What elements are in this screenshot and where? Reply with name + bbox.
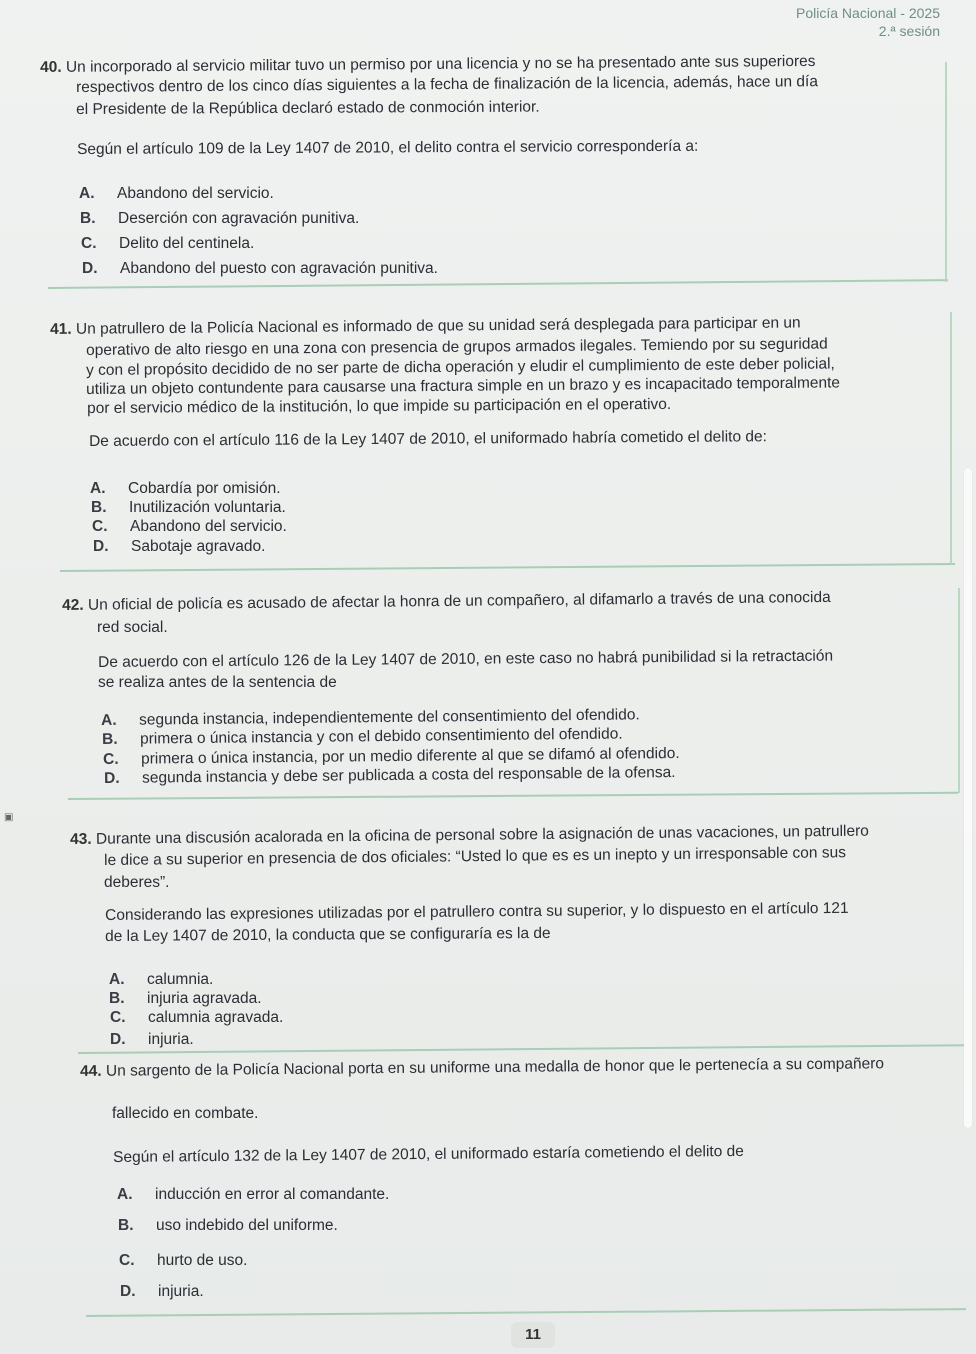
stem-line: operativo de alto riesgo en una zona con presencia de grupos armados ilegales. Temiendo por su seguridad [86, 335, 828, 359]
option-text: Cobardía por omisión. [128, 480, 281, 497]
option-d[interactable] [110, 1030, 194, 1049]
option-text: hurto de uso. [157, 1252, 248, 1269]
option-text: uso indebido del uniforme. [156, 1217, 338, 1234]
option-letter: C. [103, 750, 119, 768]
option-letter: C. [119, 1252, 135, 1269]
option-d[interactable] [93, 537, 265, 556]
stem-line: Durante una discusión acalorada en la oficina de personal sobre la asignación de unas vacaciones, un patrullero [95, 822, 869, 848]
side-mark-icon: ▣ [4, 812, 14, 823]
option-letter: B. [102, 730, 118, 748]
option-letter: B. [109, 990, 125, 1007]
option-text: Deserción con agravación punitiva. [118, 210, 360, 227]
option-letter: A. [109, 971, 125, 988]
question-lead: se realiza antes de la sentencia de [98, 674, 337, 691]
option-letter: A. [79, 185, 95, 202]
option-c[interactable] [92, 517, 287, 536]
option-text: Sabotaje agravado. [131, 538, 266, 555]
option-letter: B. [80, 210, 96, 227]
stem-line: fallecido en combate. [112, 1105, 259, 1122]
option-b[interactable] [109, 989, 262, 1008]
question-number: 43. [70, 830, 92, 848]
option-letter: B. [91, 499, 107, 516]
question-border [950, 312, 952, 564]
stem-line: Un patrullero de la Policía Nacional es informado de que su unidad será desplegada para participar en un [75, 314, 801, 338]
option-letter: B. [118, 1217, 134, 1234]
scrollbar[interactable] [964, 468, 972, 1128]
option-c[interactable] [119, 1251, 247, 1270]
option-text: segunda instancia, independientemente del consentimiento del ofendido. [139, 706, 640, 729]
stem-line: Un oficial de policía es acusado de afectar la honra de un compañero, al difamarlo a través de una conocida [87, 588, 831, 614]
option-letter: C. [110, 1009, 126, 1026]
option-text: Abandono del servicio. [117, 185, 274, 202]
option-text: injuria. [148, 1031, 194, 1048]
option-letter: D. [110, 1031, 126, 1048]
option-letter: D. [104, 769, 120, 787]
question-lead: de la Ley 1407 de 2010, la conducta que se configuraría es la de [105, 924, 551, 945]
option-b[interactable] [91, 498, 286, 517]
option-text: Abandono del puesto con agravación punitiva. [120, 260, 438, 277]
option-a[interactable] [79, 184, 274, 203]
question-divider [68, 792, 958, 800]
option-a[interactable] [109, 970, 213, 989]
option-letter: D. [82, 260, 98, 277]
question-lead: Considerando las expresiones utilizadas por el patrullero contra su superior, y lo dispuesto en el artículo 121 [105, 899, 849, 924]
page-number: 11 [511, 1322, 555, 1348]
option-text: calumnia agravada. [148, 1009, 284, 1026]
option-d[interactable] [82, 259, 438, 278]
stem-line: red social. [97, 619, 168, 636]
option-text: calumnia. [147, 971, 214, 988]
stem-line: deberes”. [104, 874, 170, 891]
stem-line: respectivos dentro de los cinco días siguientes a la fecha de finalización de la licencia, además, hace un día [76, 73, 818, 96]
question-number: 42. [62, 596, 84, 614]
question-divider [48, 279, 948, 289]
option-text: Inutilización voluntaria. [129, 499, 286, 516]
question-number: 40. [40, 58, 62, 76]
option-text: segunda instancia y debe ser publicada a costa del responsable de la ofensa. [142, 764, 676, 787]
question-divider [60, 563, 955, 572]
question-divider [86, 1308, 966, 1317]
option-c[interactable] [110, 1008, 283, 1027]
option-letter: A. [101, 711, 117, 729]
question-lead: De acuerdo con el artículo 126 de la Ley 1407 de 2010, en este caso no habrá punibilidad si la retractación [98, 647, 834, 671]
option-text: primera o única instancia y con el debido consentimiento del ofendido. [140, 725, 623, 748]
option-letter: C. [81, 235, 97, 252]
header-title: Policía Nacional - 2025 [796, 5, 940, 21]
question-border [945, 62, 947, 282]
header-session: 2.ª sesión [878, 23, 940, 39]
option-a[interactable] [90, 479, 281, 498]
question-stem [62, 588, 831, 615]
question-number: 41. [50, 320, 72, 338]
option-d[interactable] [120, 1282, 204, 1301]
option-letter: A. [117, 1186, 133, 1203]
option-letter: D. [93, 538, 109, 555]
question-divider [78, 1044, 968, 1054]
question-stem [80, 1054, 884, 1081]
option-text: Abandono del servicio. [130, 518, 287, 535]
option-text: inducción en error al comandante. [155, 1186, 390, 1203]
stem-line: el Presidente de la República declaró estado de conmoción interior. [76, 98, 540, 118]
stem-line: por el servicio médico de la institución, lo que impide su participación en el operativo. [87, 395, 672, 417]
question-lead: Según el artículo 132 de la Ley 1407 de 2010, el uniformado estaría cometiendo el delito de [113, 1142, 744, 1166]
option-text: injuria. [158, 1283, 204, 1300]
stem-line: Un sargento de la Policía Nacional porta en su uniforme una medalla de honor que le pertenecía a su compañero [105, 1055, 885, 1080]
option-text: injuria agravada. [147, 990, 262, 1007]
stem-line: Un incorporado al servicio militar tuvo un permiso por una licencia y no se ha presentado ante sus superiores [65, 52, 816, 76]
option-c[interactable] [81, 234, 254, 253]
stem-line: utiliza un objeto contundente para causarse una fractura simple en un brazo y es incapacitado temporalmente [86, 374, 841, 398]
option-b[interactable] [80, 209, 359, 228]
option-letter: D. [120, 1283, 136, 1300]
option-text: primera o única instancia, por un medio diferente al que se difamó al ofendido. [141, 744, 680, 768]
question-lead: Según el artículo 109 de la Ley 1407 de 2010, el delito contra el servicio correspondería a: [77, 137, 699, 158]
option-letter: A. [90, 480, 106, 497]
option-b[interactable] [118, 1216, 338, 1235]
stem-line: le dice a su superior en presencia de dos oficiales: “Usted lo que es es un inepto y un irresponsable con sus [104, 844, 847, 869]
page-header [796, 4, 940, 40]
option-a[interactable] [117, 1185, 389, 1204]
question-lead: De acuerdo con el artículo 116 de la Ley 1407 de 2010, el uniformado habría cometido el delito de: [89, 428, 767, 450]
stem-line: y con el propósito decidido de no ser parte de dicha operación y eludir el cumplimiento de este deber policial, [86, 355, 835, 379]
question-border [958, 588, 960, 793]
option-text: Delito del centinela. [119, 235, 255, 252]
question-number: 44. [80, 1062, 102, 1080]
option-letter: C. [92, 518, 108, 535]
